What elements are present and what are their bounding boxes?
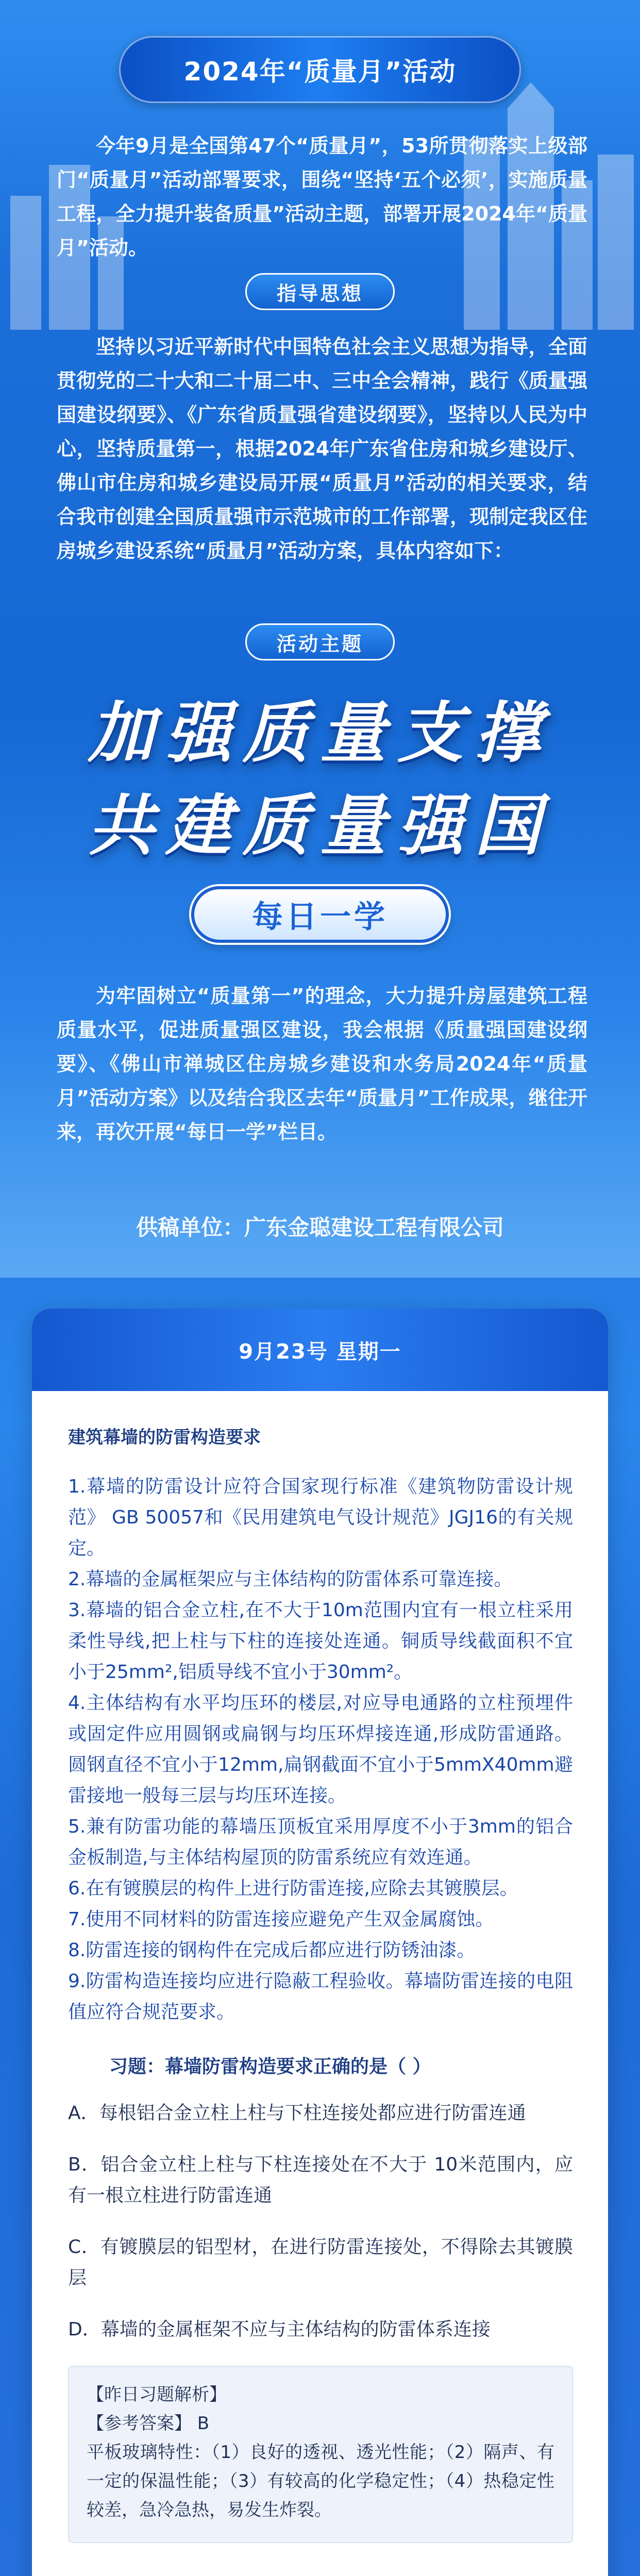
answer-explanation: 平板玻璃特性：（1）良好的透视、透光性能；（2）隔声、有一定的保温性能；（3）有较高的化学稳定性；（4）热稳定性较差，急冷急热，易发生炸裂。	[87, 2442, 554, 2520]
section-label-guide: 指导思想	[245, 273, 395, 310]
section-label-theme: 活动主题	[245, 623, 395, 660]
card-date-header: 9月23号 星期一	[32, 1309, 608, 1391]
rule-item: 3.幕墙的铝合金立柱,在不大于10m范围内宜有一根立柱采用柔性导线,把上柱与下柱的连接处连通。铜质导线截面积不宜小于25mm²,铝质导线不宜小于30mm²。	[68, 1600, 573, 1683]
rule-item: 6.在有镀膜层的构件上进行防雷连接,应除去其镀膜层。	[68, 1878, 518, 1899]
rule-item: 2.幕墙的金属框架应与主体结构的防雷体系可靠连接。	[68, 1569, 513, 1590]
answer-reference: 【参考答案】 B	[87, 2413, 210, 2434]
rule-item: 8.防雷连接的钢构件在完成后都应进行防锈油漆。	[68, 1940, 476, 1961]
quiz-option-b: B．铝合金立柱上柱与下柱连接处在不大于 10米范围内，应有一根立柱进行防雷连通	[68, 2154, 573, 2206]
answer-explanation-box	[68, 2366, 573, 2543]
hero-banner	[0, 0, 640, 1278]
supplier-line: 供稿单位：广东金聪建设工程有限公司	[136, 1215, 504, 1240]
guide-paragraph: 坚持以习近平新时代中国特色社会主义思想为指导，全面贯彻党的二十大和二十届二中、三中全会精神，践行《质量强国建设纲要》、《广东省质量强省建设纲要》，坚持以人民为中心，坚持质量第一，根据2024年广东省住房和城乡建设厅、佛山市住房和城乡建设局开展“质量月”活动的相关要求，结合我市创建全国质量强市示范城市的工作部署，现制定我区住房城乡建设系统“质量月”活动方案，具体内容如下：	[57, 335, 587, 562]
daily-paragraph: 为牢固树立“质量第一”的理念，大力提升房屋建筑工程质量水平，促进质量强区建设，我会根据《质量强国建设纲要》、《佛山市禅城区住房城乡建设和水务局2024年“质量月”活动方案》以及结合我区去年“质量月”工作成果，继往开来，再次开展“每日一学”栏目。	[57, 985, 587, 1143]
rule-item: 5.兼有防雷功能的幕墙压顶板宜采用厚度不小于3mm的铝合金板制造,与主体结构屋顶的防雷系统应有效连通。	[68, 1816, 573, 1868]
intro-paragraph: 今年9月是全国第47个“质量月”，53所贯彻落实上级部门“质量月”活动部署要求，围绕“坚持‘五个必须’，实施质量工程，全力提升装备质量”活动主题，部署开展2024年“质量月”活动。	[57, 134, 587, 259]
quiz-option-d: D．幕墙的金属框架不应与主体结构的防雷体系连接	[68, 2319, 491, 2340]
quiz-option-a: A．每根铝合金立柱上柱与下柱连接处都应进行防雷连通	[68, 2103, 526, 2124]
answer-heading: 【昨日习题解析】	[87, 2384, 227, 2405]
quiz-question: 习题：幕墙防雷构造要求正确的是（ ）	[109, 2056, 431, 2077]
daily-study-badge: 每日一学	[191, 886, 449, 943]
page-title: 2024年“质量月”活动	[119, 36, 521, 103]
study-card	[32, 1309, 608, 2576]
rule-item: 4.主体结构有水平均压环的楼层,对应导电通路的立柱预埋件或固定件应用圆钢或扁钢与均压环焊接连通,形成防雷通路。圆钢直径不宜小于12mm,扁钢截面不宜小于5mmX40mm避雷接地一般每三层与均压环连接。	[68, 1692, 573, 1806]
slogan-line-1: 加强质量支撑	[88, 694, 552, 772]
rule-item: 7.使用不同材料的防雷连接应避免产生双金属腐蚀。	[68, 1909, 494, 1930]
card-body	[68, 1422, 573, 2543]
rule-item: 1.幕墙的防雷设计应符合国家现行标准《建筑物防雷设计规范》 GB 50057和《民用建筑电气设计规范》JGJ16的有关规定。	[68, 1476, 573, 1559]
quiz-option-c: C．有镀膜层的铝型材，在进行防雷连接处，不得除去其镀膜层	[68, 2236, 573, 2289]
topic-title: 建筑幕墙的防雷构造要求	[68, 1427, 261, 1448]
rule-item: 9.防雷构造连接均应进行隐蔽工程验收。幕墙防雷连接的电阻值应符合规范要求。	[68, 1971, 573, 2023]
slogan-line-2: 共建质量强国	[88, 787, 552, 865]
